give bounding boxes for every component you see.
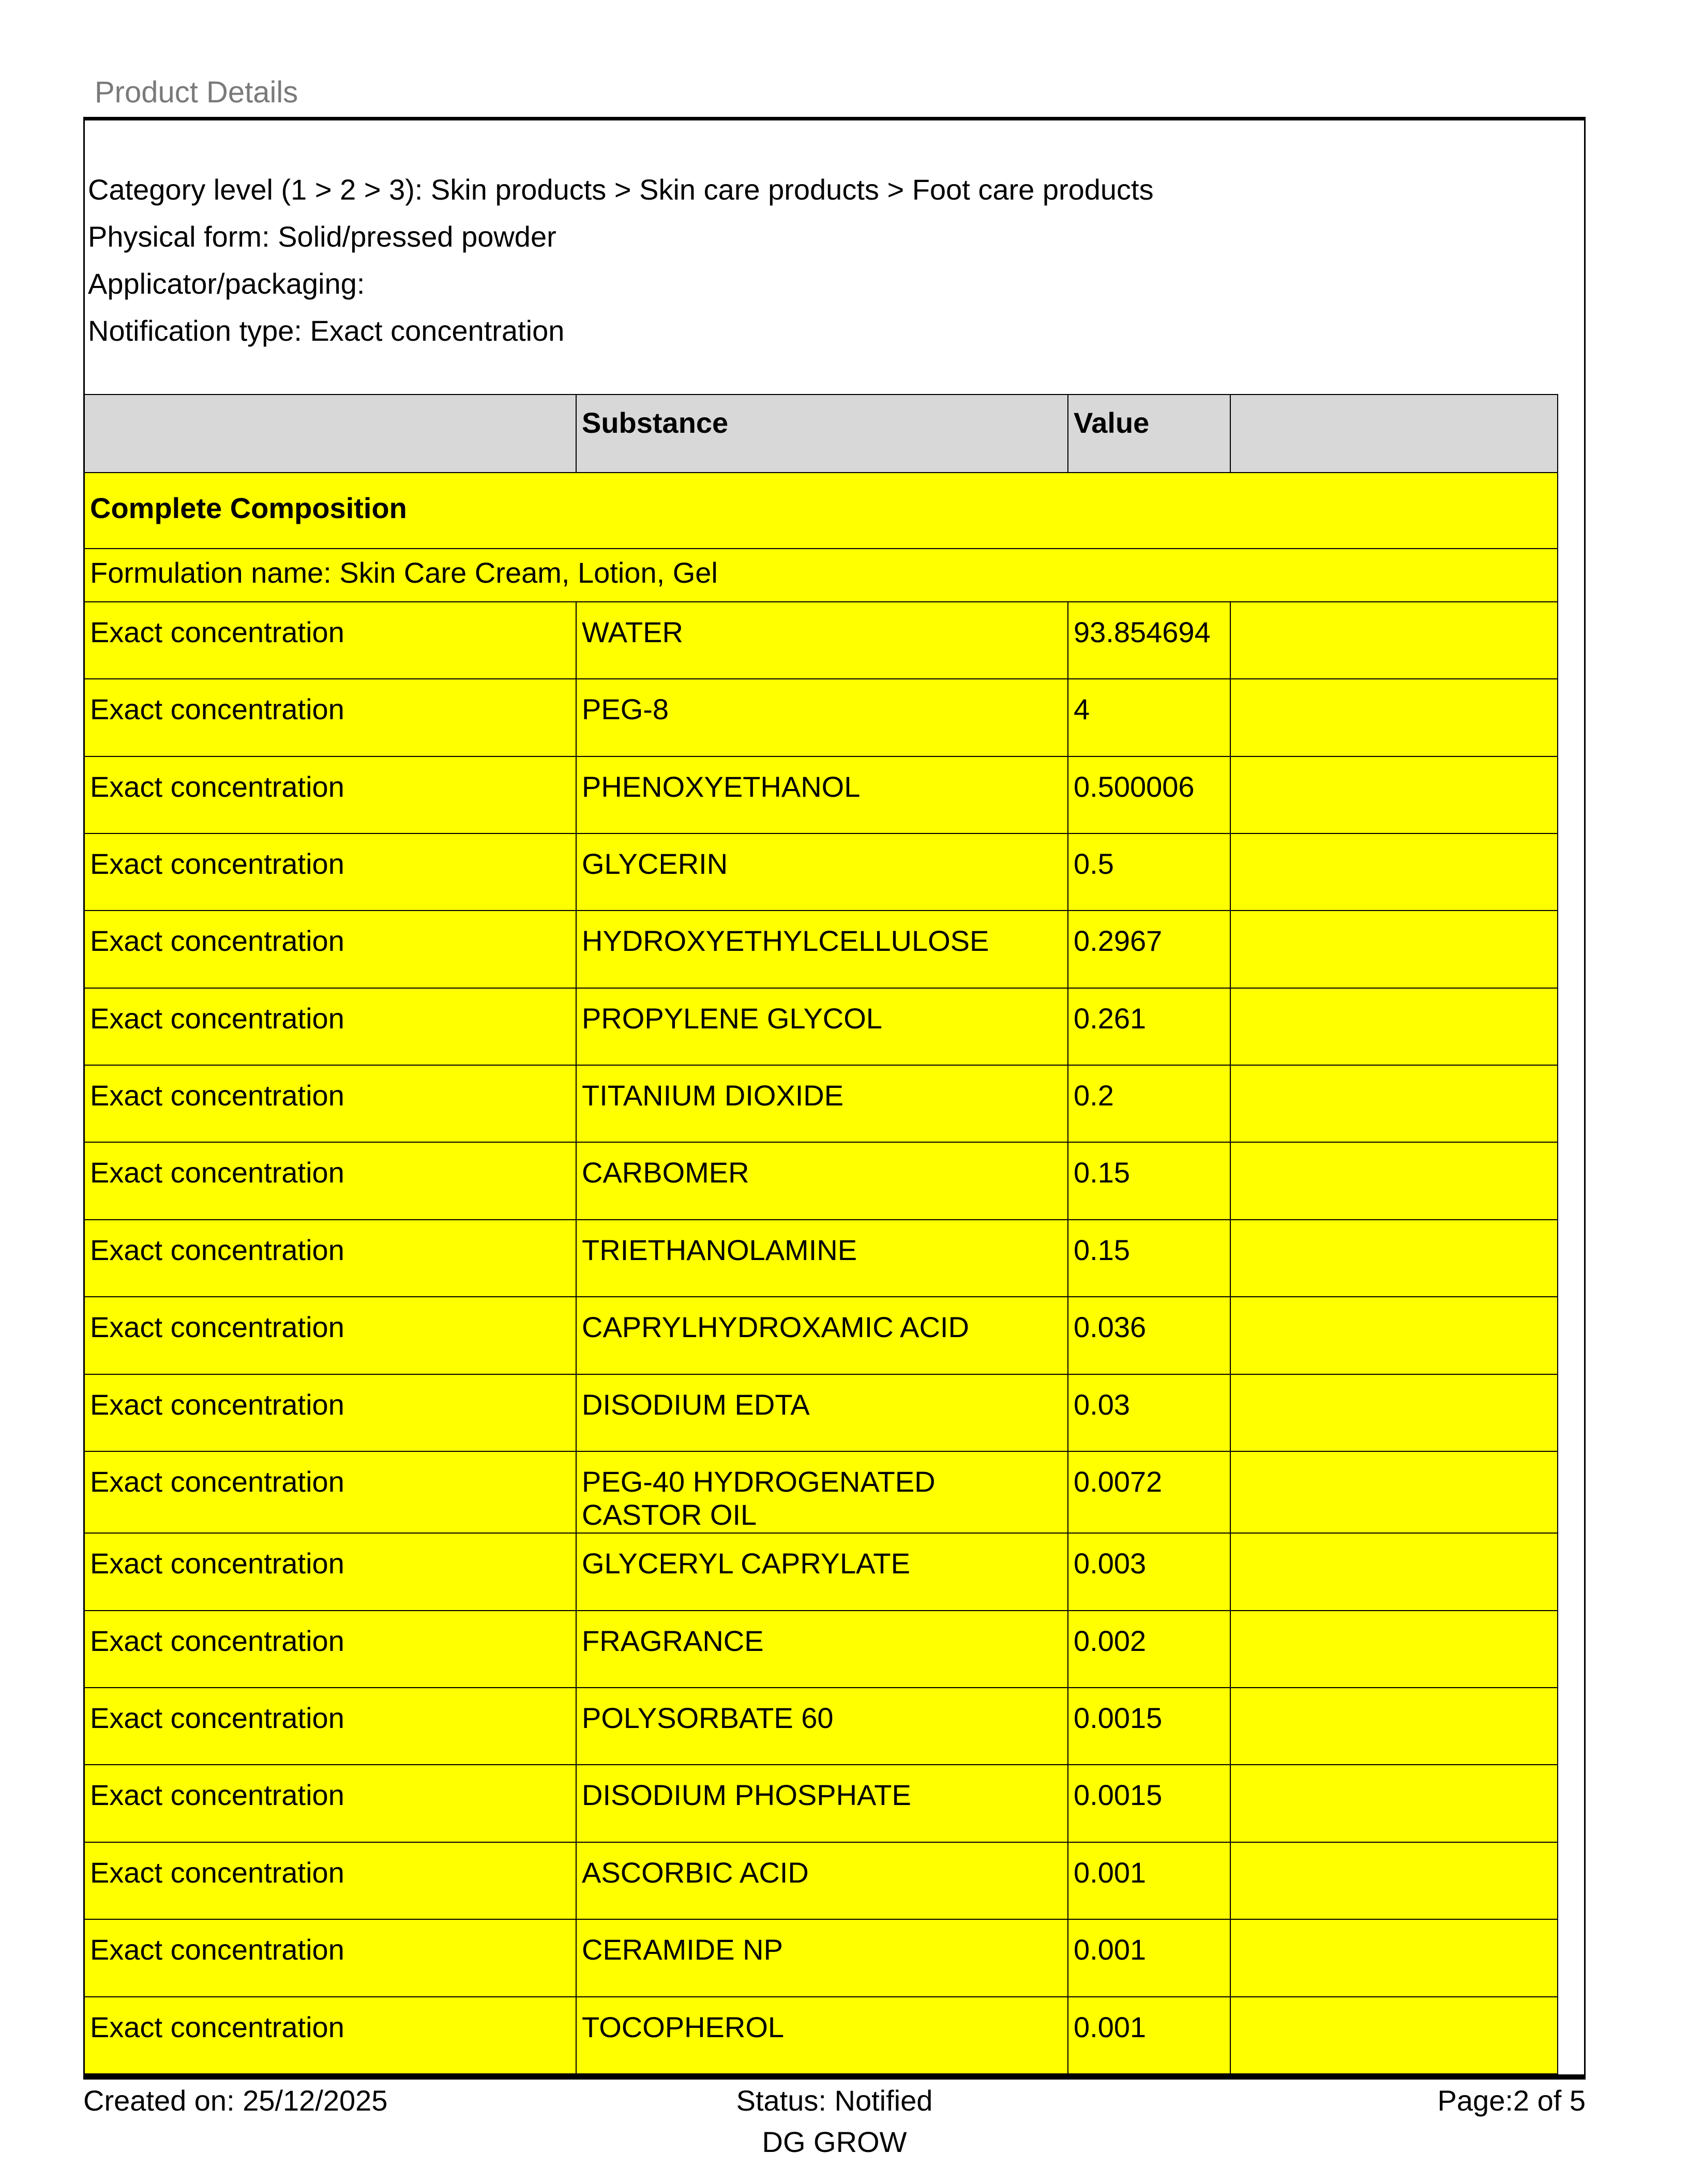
row-notification-type: Exact concentration — [85, 833, 576, 911]
row-empty-cell — [1230, 988, 1558, 1065]
row-notification-type: Exact concentration — [85, 1919, 576, 1996]
header-cell-substance: Substance — [576, 395, 1068, 473]
row-value: 0.002 — [1068, 1611, 1230, 1688]
row-value: 0.0015 — [1068, 1765, 1230, 1842]
row-empty-cell — [1230, 679, 1558, 756]
row-value: 93.854694 — [1068, 602, 1230, 679]
table-row — [85, 1611, 1558, 1688]
row-notification-type: Exact concentration — [85, 1765, 576, 1842]
row-empty-cell — [1230, 1451, 1558, 1534]
table-header-row — [85, 395, 1558, 473]
row-substance: HYDROXYETHYLCELLULOSE — [576, 911, 1068, 988]
row-substance: PHENOXYETHANOL — [576, 756, 1068, 833]
row-value: 0.0015 — [1068, 1688, 1230, 1765]
table-row — [85, 911, 1558, 988]
row-substance: PROPYLENE GLYCOL — [576, 988, 1068, 1065]
row-substance: TRIETHANOLAMINE — [576, 1220, 1068, 1297]
row-value: 0.5 — [1068, 833, 1230, 911]
row-notification-type: Exact concentration — [85, 1611, 576, 1688]
row-value: 0.261 — [1068, 988, 1230, 1065]
row-notification-type: Exact concentration — [85, 1297, 576, 1374]
row-empty-cell — [1230, 1065, 1558, 1142]
row-value: 0.003 — [1068, 1533, 1230, 1610]
row-empty-cell — [1230, 911, 1558, 988]
table-row — [85, 1919, 1558, 1996]
row-empty-cell — [1230, 1765, 1558, 1842]
table-row — [85, 1374, 1558, 1451]
row-substance: GLYCERIN — [576, 833, 1068, 911]
row-value: 0.2967 — [1068, 911, 1230, 988]
row-notification-type: Exact concentration — [85, 602, 576, 679]
row-substance: CERAMIDE NP — [576, 1919, 1068, 1996]
row-value: 0.001 — [1068, 1919, 1230, 1996]
row-value: 0.036 — [1068, 1297, 1230, 1374]
row-value: 0.15 — [1068, 1142, 1230, 1219]
row-notification-type: Exact concentration — [85, 988, 576, 1065]
row-notification-type: Exact concentration — [85, 679, 576, 756]
formulation-name: Formulation name: Skin Care Cream, Lotion, Gel — [85, 549, 1558, 602]
composition-table — [85, 394, 1558, 2074]
header-cell-extra — [1230, 395, 1558, 473]
row-notification-type: Exact concentration — [85, 1688, 576, 1765]
row-notification-type: Exact concentration — [85, 1997, 576, 2074]
header-cell-value: Value — [1068, 395, 1230, 473]
table-row — [85, 1533, 1558, 1610]
row-substance: TOCOPHEROL — [576, 1997, 1068, 2074]
table-row — [85, 1297, 1558, 1374]
row-notification-type: Exact concentration — [85, 911, 576, 988]
product-summary — [88, 166, 1154, 354]
table-row — [85, 602, 1558, 679]
applicator-packaging-line: Applicator/packaging: — [88, 267, 365, 300]
row-empty-cell — [1230, 756, 1558, 833]
product-details-frame — [83, 117, 1586, 2080]
page-footer — [83, 2084, 1586, 2120]
row-notification-type: Exact concentration — [85, 1065, 576, 1142]
row-substance: TITANIUM DIOXIDE — [576, 1065, 1068, 1142]
row-value: 0.03 — [1068, 1374, 1230, 1451]
table-row — [85, 1997, 1558, 2074]
table-row — [85, 1065, 1558, 1142]
row-notification-type: Exact concentration — [85, 1374, 576, 1451]
row-empty-cell — [1230, 1297, 1558, 1374]
row-empty-cell — [1230, 602, 1558, 679]
row-substance: WATER — [576, 602, 1068, 679]
row-empty-cell — [1230, 833, 1558, 911]
notification-type-line: Notification type: Exact concentration — [88, 314, 565, 347]
table-row — [85, 1142, 1558, 1219]
table-row — [85, 1220, 1558, 1297]
table-row — [85, 1688, 1558, 1765]
category-level-line: Category level (1 > 2 > 3): Skin products > Skin care products > Foot care products — [88, 173, 1154, 206]
row-substance: PEG-8 — [576, 679, 1068, 756]
footer-page-number: Page:2 of 5 — [1437, 2084, 1586, 2117]
row-value: 0.0072 — [1068, 1451, 1230, 1534]
physical-form-line: Physical form: Solid/pressed powder — [88, 220, 556, 253]
row-substance: DISODIUM EDTA — [576, 1374, 1068, 1451]
row-empty-cell — [1230, 1997, 1558, 2074]
footer-created-on: Created on: 25/12/2025 — [83, 2084, 388, 2117]
composition-rows — [85, 473, 1558, 2074]
row-value: 0.15 — [1068, 1220, 1230, 1297]
table-row — [85, 679, 1558, 756]
table-row — [85, 988, 1558, 1065]
header-cell-empty — [85, 395, 576, 473]
row-notification-type: Exact concentration — [85, 1533, 576, 1610]
row-value: 4 — [1068, 679, 1230, 756]
row-notification-type: Exact concentration — [85, 1842, 576, 1919]
row-notification-type: Exact concentration — [85, 1142, 576, 1219]
row-empty-cell — [1230, 1842, 1558, 1919]
row-empty-cell — [1230, 1919, 1558, 1996]
table-row — [85, 1842, 1558, 1919]
row-empty-cell — [1230, 1374, 1558, 1451]
row-empty-cell — [1230, 1142, 1558, 1219]
row-empty-cell — [1230, 1688, 1558, 1765]
footer-status: Status: Notified — [736, 2084, 933, 2117]
row-empty-cell — [1230, 1611, 1558, 1688]
footer-organisation: DG GROW — [762, 2126, 907, 2158]
formulation-name-row — [85, 549, 1558, 602]
row-notification-type: Exact concentration — [85, 756, 576, 833]
table-row — [85, 756, 1558, 833]
row-value: 0.001 — [1068, 1997, 1230, 2074]
row-substance: ASCORBIC ACID — [576, 1842, 1068, 1919]
row-substance: GLYCERYL CAPRYLATE — [576, 1533, 1068, 1610]
page-title: Product Details — [95, 75, 298, 109]
table-row — [85, 1765, 1558, 1842]
row-substance: CARBOMER — [576, 1142, 1068, 1219]
row-empty-cell — [1230, 1533, 1558, 1610]
row-substance: CAPRYLHYDROXAMIC ACID — [576, 1297, 1068, 1374]
section-title: Complete Composition — [85, 473, 1558, 549]
table-row — [85, 1451, 1558, 1534]
row-substance: POLYSORBATE 60 — [576, 1688, 1068, 1765]
row-substance: DISODIUM PHOSPHATE — [576, 1765, 1068, 1842]
row-value: 0.500006 — [1068, 756, 1230, 833]
section-title-row — [85, 473, 1558, 549]
row-value: 0.001 — [1068, 1842, 1230, 1919]
row-substance: PEG-40 HYDROGENATED CASTOR OIL — [576, 1451, 1068, 1534]
row-notification-type: Exact concentration — [85, 1220, 576, 1297]
row-substance: FRAGRANCE — [576, 1611, 1068, 1688]
table-row — [85, 833, 1558, 911]
row-notification-type: Exact concentration — [85, 1451, 576, 1534]
row-empty-cell — [1230, 1220, 1558, 1297]
row-value: 0.2 — [1068, 1065, 1230, 1142]
